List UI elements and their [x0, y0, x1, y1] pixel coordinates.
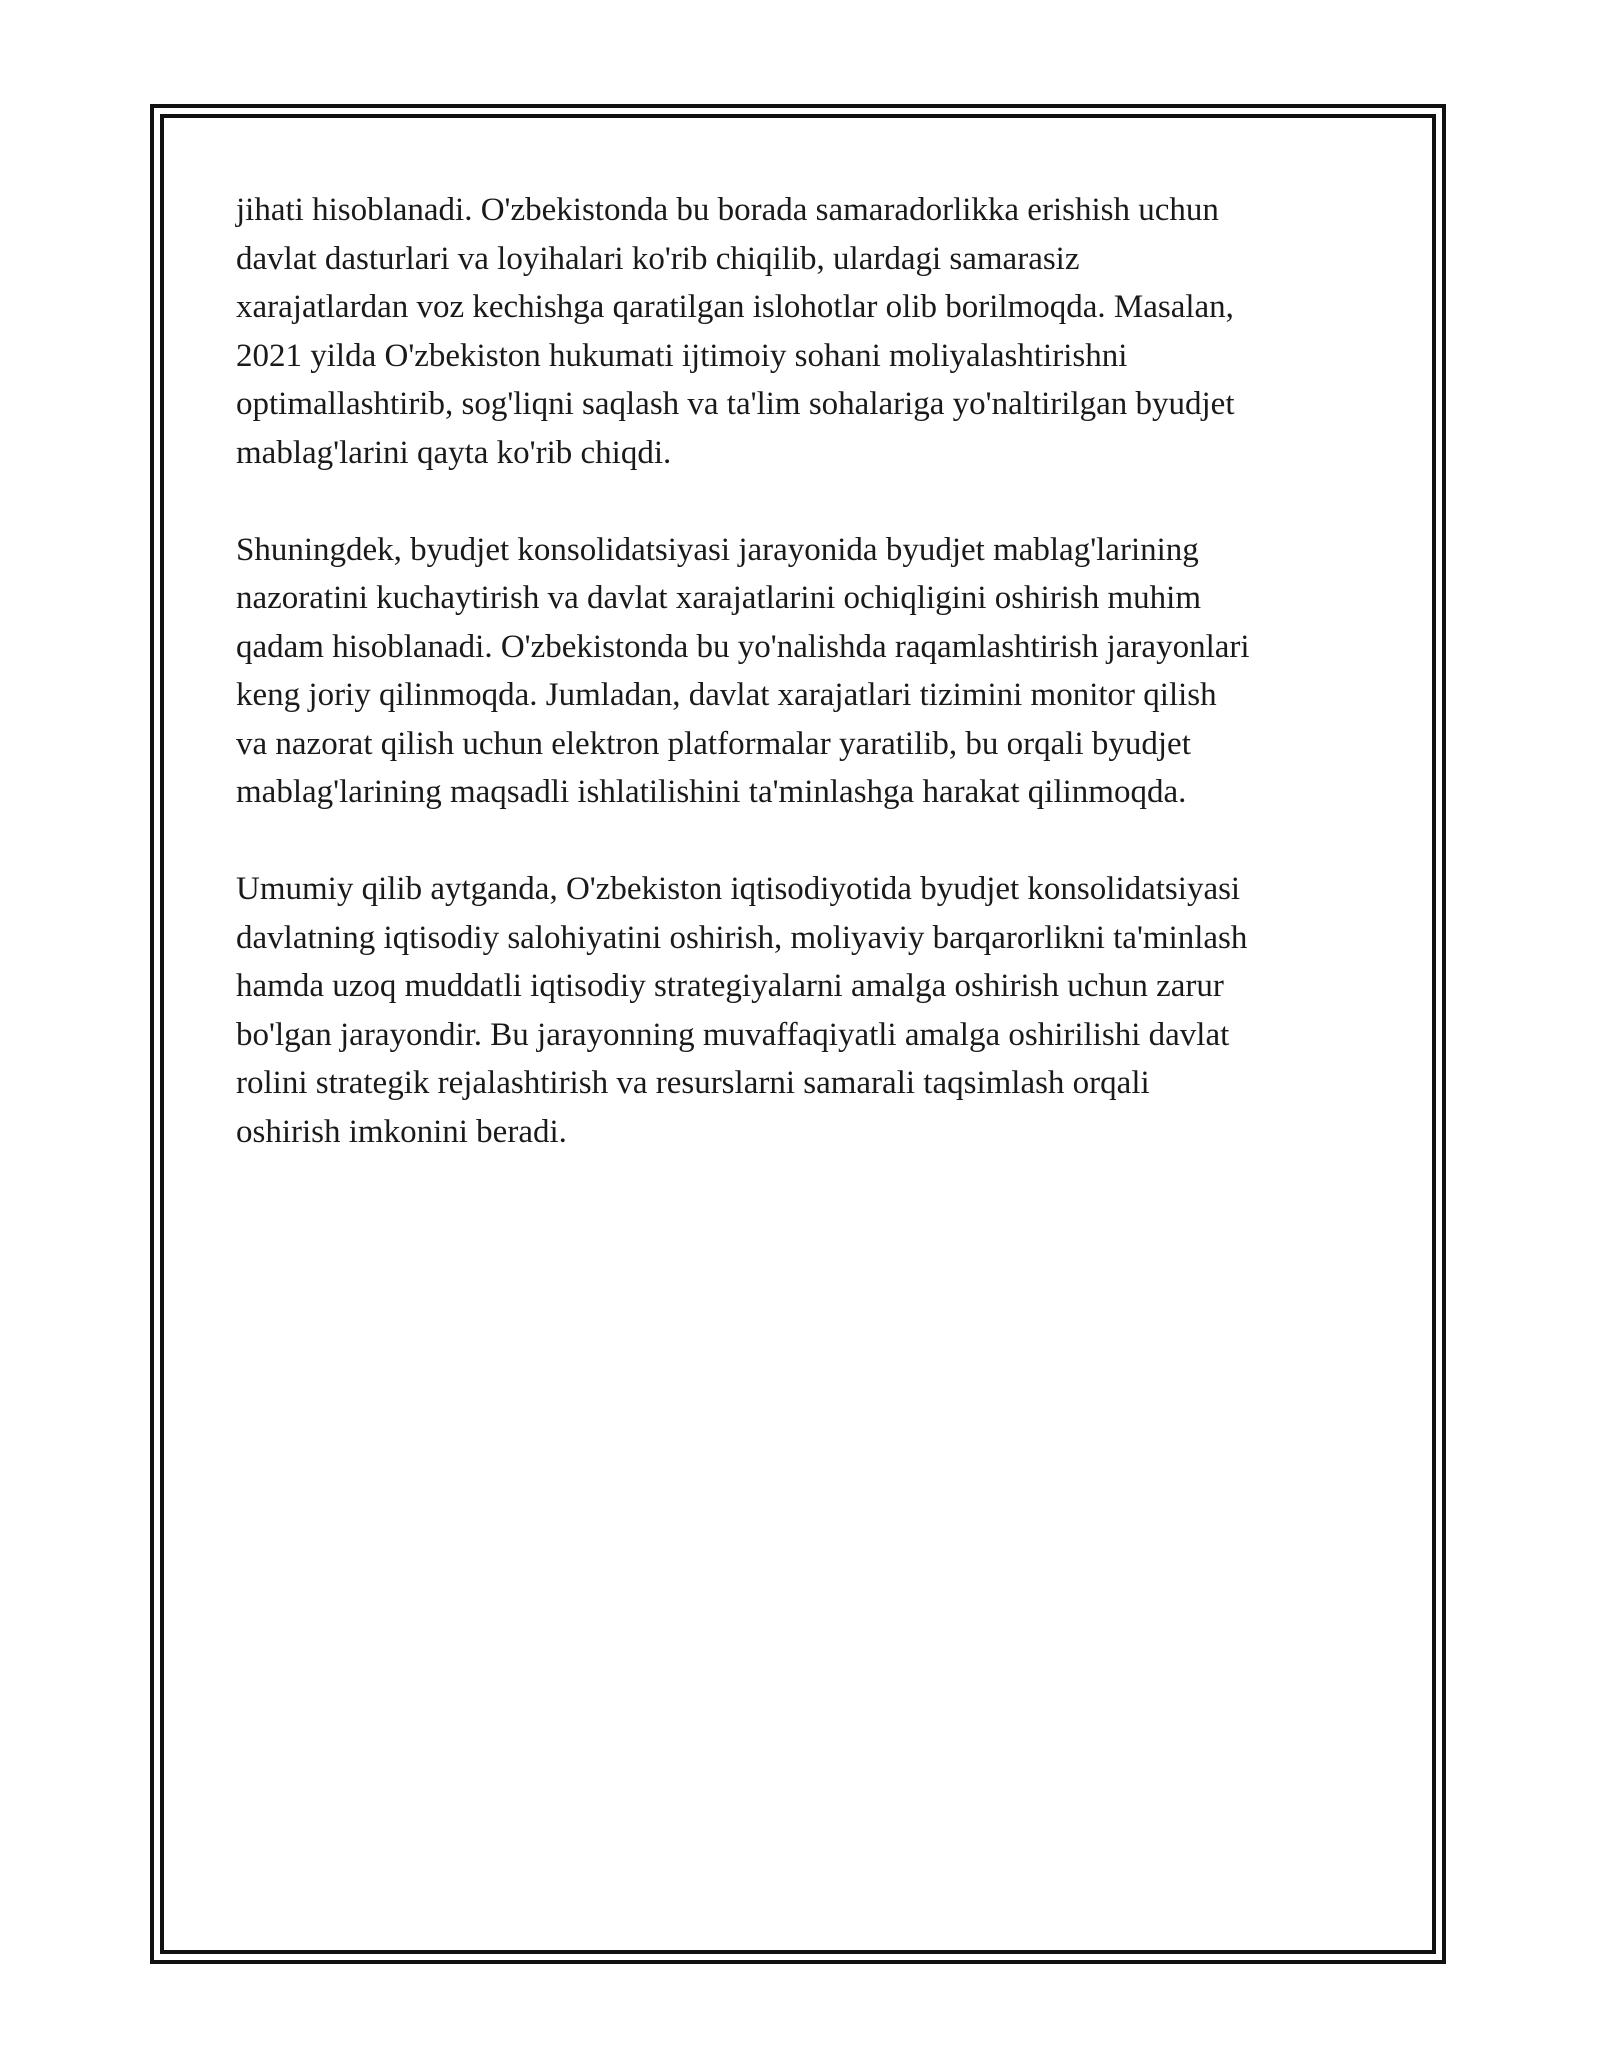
text-line: mablag'larining maqsadli ishlatilishini ta'minlashga harakat qilinmoqda.	[236, 774, 1187, 810]
text-line: nazoratini kuchaytirish va davlat xarajatlarini ochiqligini oshirish muhim	[236, 580, 1202, 616]
text-line: oshirish imkonini beradi.	[236, 1113, 567, 1150]
text-line: hamda uzoq muddatli iqtisodiy strategiyalarni amalga oshirish uchun zarur	[236, 968, 1224, 1004]
text-line: Umumiy qilib aytganda, O'zbekiston iqtisodiyotida byudjet konsolidatsiyasi	[236, 871, 1241, 907]
text-line: bo'lgan jarayondir. Bu jarayonning muvaffaqiyatli amalga oshirilishi davlat	[236, 1016, 1230, 1053]
text-line: Shuningdek, byudjet konsolidatsiyasi jarayonida byudjet mablag'larining	[236, 531, 1199, 568]
text-line: rolini strategik rejalashtirish va resurslarni samarali taqsimlash orqali	[236, 1065, 1150, 1101]
paragraph-1	[236, 186, 1376, 477]
text-line: qadam hisoblanadi. O'zbekistonda bu yo'nalishda raqamlashtirish jarayonlari	[236, 628, 1250, 665]
paragraph-2	[236, 526, 1376, 817]
paragraph-3	[236, 865, 1376, 1156]
text-line: jihati hisoblanadi. O'zbekistonda bu borada samaradorlikka erishish uchun	[236, 192, 1219, 228]
text-line: xarajatlardan voz kechishga qaratilgan islohotlar olib borilmoqda. Masalan,	[236, 289, 1234, 325]
text-line: 2021 yilda O'zbekiston hukumati ijtimoiy sohani moliyalashtirishni	[236, 337, 1128, 374]
text-line: mablag'larini qayta ko'rib chiqdi.	[236, 434, 672, 471]
text-line: davlatning iqtisodiy salohiyatini oshirish, moliyaviy barqarorlikni ta'minlash	[236, 919, 1248, 956]
document-body	[236, 186, 1376, 1205]
text-line: optimallashtirib, sog'liqni saqlash va ta'lim sohalariga yo'naltirilgan byudjet	[236, 386, 1235, 422]
text-line: keng joriy qilinmoqda. Jumladan, davlat xarajatlari tizimini monitor qilish	[236, 677, 1217, 713]
text-line: va nazorat qilish uchun elektron platformalar yaratilib, bu orqali byudjet	[236, 725, 1191, 762]
text-line: davlat dasturlari va loyihalari ko'rib chiqilib, ulardagi samarasiz	[236, 240, 1080, 277]
